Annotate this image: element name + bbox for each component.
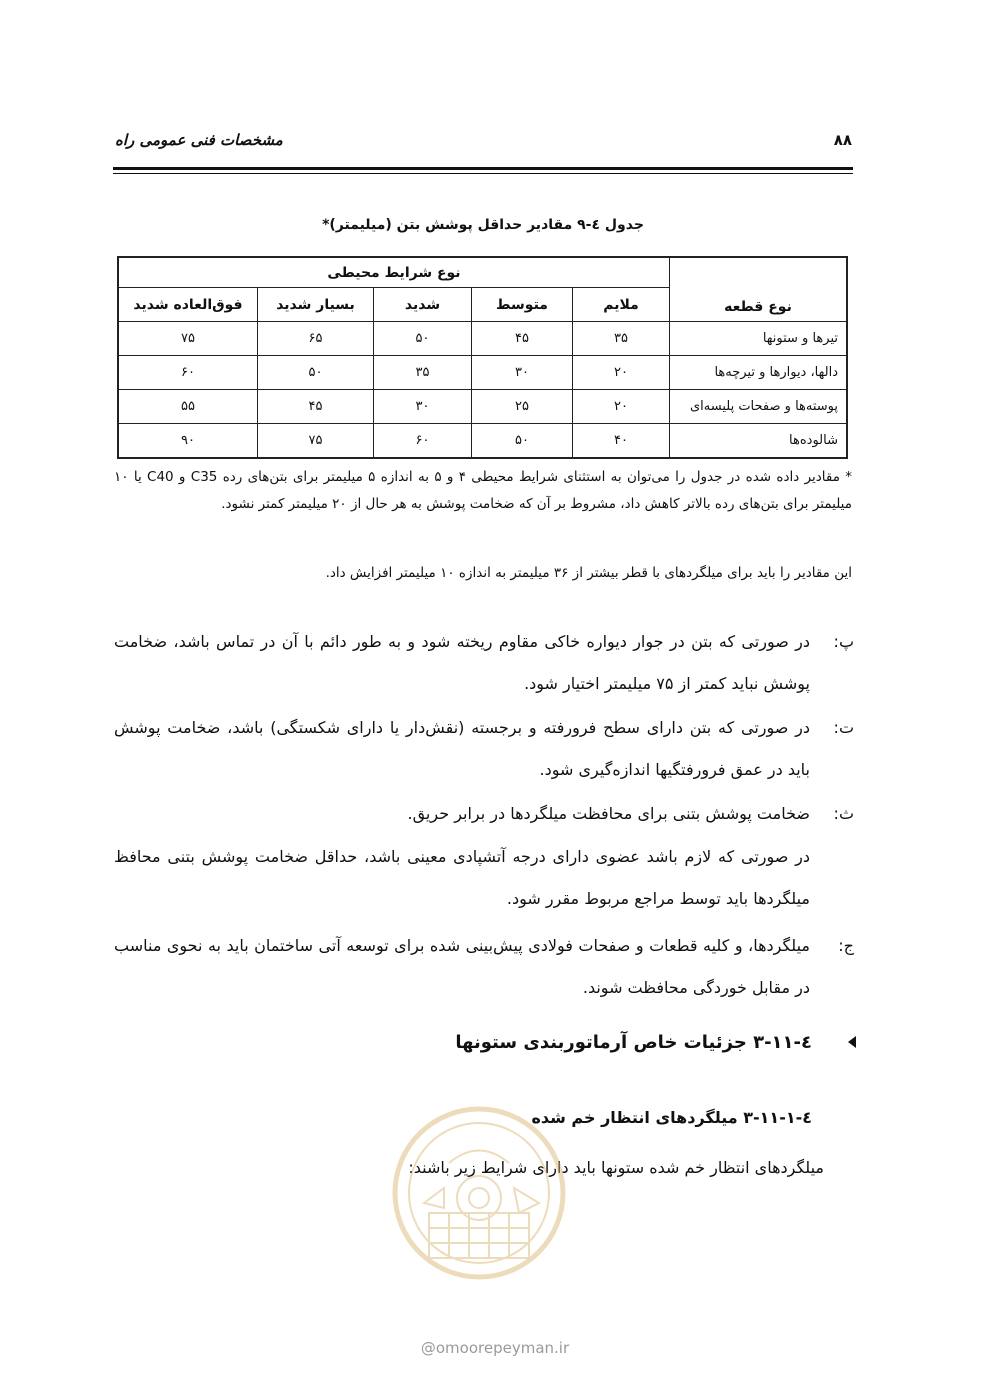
list-item xyxy=(114,707,854,791)
item-text: در صورتی که بتن در جوار دیواره خاکی مقاوم ریخته شود و به طور دائم با آن در تماس باشد، ضخامت پوشش نباید کمتر از ۷۵ میلیمتر اختیار شود. xyxy=(114,632,810,693)
watermark-text: @omoorepeyman.ir xyxy=(420,1339,570,1357)
table-cell: ۲۰ xyxy=(573,390,670,424)
column-header: شدید xyxy=(374,288,472,322)
table-row xyxy=(118,322,847,356)
header-rule-thick xyxy=(113,167,853,170)
table-cell: ۷۵ xyxy=(258,424,374,459)
row-type: تیرها و ستونها xyxy=(670,322,848,356)
table-row xyxy=(118,390,847,424)
item-label: ج: xyxy=(838,936,854,955)
item-label: ث: xyxy=(833,804,854,823)
column-header: بسیار شدید xyxy=(258,288,374,322)
table-cell: ۵۰ xyxy=(374,322,472,356)
table-row xyxy=(118,356,847,390)
row-type: دالها، دیوارها و تیرچه‌ها xyxy=(670,356,848,390)
table-cell: ۳۵ xyxy=(573,322,670,356)
item-label: پ: xyxy=(833,632,854,651)
table-cell: ۶۰ xyxy=(118,356,258,390)
table-cell: ۲۵ xyxy=(472,390,573,424)
table-cell: ۴۵ xyxy=(472,322,573,356)
row-header: نوع قطعه xyxy=(670,257,848,322)
table-cell: ۹۰ xyxy=(118,424,258,459)
item-text: ضخامت پوشش بتنی برای محافظت میلگردها در برابر حریق. xyxy=(407,804,810,823)
item-label: ت: xyxy=(833,718,854,737)
table-cell: ۳۵ xyxy=(374,356,472,390)
bullet-arrow-icon xyxy=(848,1036,856,1048)
cover-table xyxy=(117,256,848,459)
table-footnote-2: این مقادیر را باید برای میلگردهای با قطر بیشتر از ۳۶ میلیمتر به اندازه ۱۰ میلیمتر افزایش داد. xyxy=(325,565,852,581)
table-cell: ۴۵ xyxy=(258,390,374,424)
running-title: مشخصات فنی عمومی راه xyxy=(115,131,283,149)
page-number: ۸۸ xyxy=(833,131,852,149)
column-header: ملایم xyxy=(573,288,670,322)
row-type: شالوده‌ها xyxy=(670,424,848,459)
table-cell: ۳۰ xyxy=(472,356,573,390)
header-rule-thin xyxy=(113,173,853,174)
table-cell: ۴۰ xyxy=(573,424,670,459)
table-footnote: * مقادیر داده شده در جدول را می‌توان به استثنای شرایط محیطی ۴ و ۵ به اندازه ۵ میلیمتر برای بتن‌های رده C35 و C40 یا ۱۰ میلیمتر برای بتن‌های رده بالاتر کاهش داد، مشروط بر آن که ضخامت پوشش به هر حال از ۲۰ میلیمتر کمتر نشود. xyxy=(114,469,853,512)
item-text: میلگردها، و کلیه قطعات و صفحات فولادی پیش‌بینی شده برای توسعه آتی ساختمان باید به نحوی مناسب در مقابل خوردگی محافظت شوند. xyxy=(114,936,810,997)
paragraph-text: میلگردهای انتظار خم شده ستونها باید دارای شرایط زیر باشند: xyxy=(408,1158,824,1177)
table-caption: جدول ٤-۹ مقادیر حداقل پوشش بتن (میلیمتر)* xyxy=(322,217,644,233)
item-text: در صورتی که بتن دارای سطح فرورفته و برجسته (نقش‌دار یا دارای شکستگی) باشد، ضخامت پوشش باید در عمق فرورفتگیها اندازه‌گیری شود. xyxy=(114,718,810,779)
table-cell: ۶۰ xyxy=(374,424,472,459)
subsection-heading-text: ٤-۳-۱۱-۱ میلگردهای انتظار خم شده xyxy=(531,1108,812,1127)
watermark-seal-icon xyxy=(389,1103,569,1283)
section-heading-text: ٤-۳-۱۱ جزئیات خاص آرماتوربندی ستونها xyxy=(455,1032,812,1053)
row-type: پوسته‌ها و صفحات پلیسه‌ای xyxy=(670,390,848,424)
list-item xyxy=(114,621,854,705)
list-item xyxy=(114,793,854,835)
table-cell: ۳۰ xyxy=(374,390,472,424)
table-cell: ۵۰ xyxy=(258,356,374,390)
item-text: در صورتی که لازم باشد عضوی دارای درجه آتشپادی معینی باشد، حداقل ضخامت پوشش بتنی محافظ میلگردها باید توسط مراجع مربوط مقرر شود. xyxy=(114,847,810,908)
table-cell: ۵۰ xyxy=(472,424,573,459)
column-header: متوسط xyxy=(472,288,573,322)
column-header: فوق‌العاده شدید xyxy=(118,288,258,322)
table-row xyxy=(118,424,847,459)
table-cell: ۶۵ xyxy=(258,322,374,356)
list-item xyxy=(114,836,854,920)
table-cell: ۵۵ xyxy=(118,390,258,424)
group-header: نوع شرایط محیطی xyxy=(118,257,670,288)
table-cell: ۲۰ xyxy=(573,356,670,390)
table-cell: ۷۵ xyxy=(118,322,258,356)
list-item xyxy=(114,925,854,1009)
